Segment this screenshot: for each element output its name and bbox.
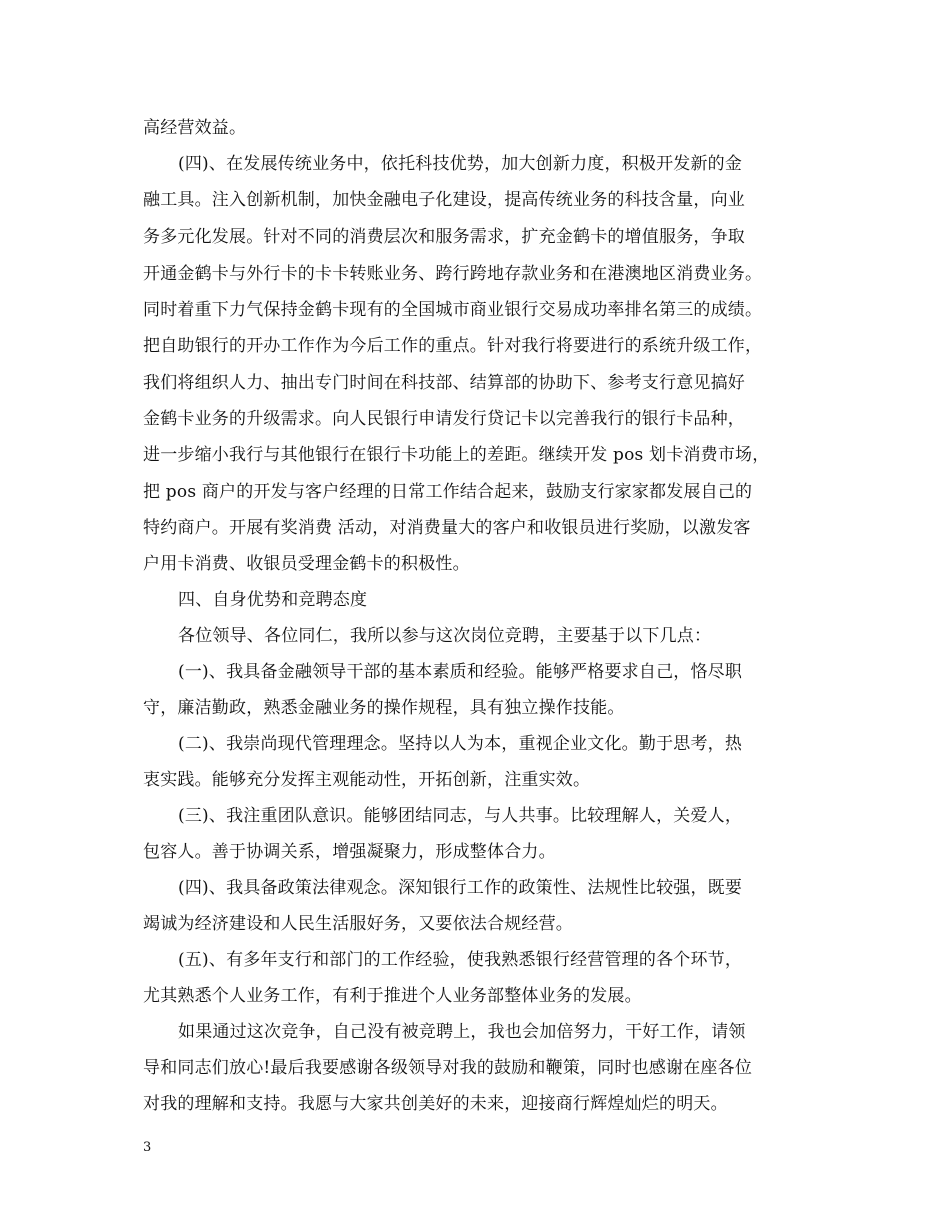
body-line: 我们将组织人力、抽出专门时间在科技部、结算部的协助下、参考支行意见搞好 (143, 373, 745, 393)
body-line: (二)、我崇尚现代管理理念。坚持以人为本，重视企业文化。勤于思考，热 (178, 734, 743, 754)
body-line: 守，廉洁勤政，熟悉金融业务的操作规程，具有独立操作技能。 (143, 698, 625, 718)
section-heading: 四、自身优势和竞聘态度 (178, 590, 368, 610)
body-line: (四)、在发展传统业务中，依托科技优势，加大创新力度，积极开发新的金 (178, 154, 743, 174)
body-line: 各位领导、各位同仁，我所以参与这次岗位竞聘，主要基于以下几点： (178, 626, 712, 646)
body-line: 尤其熟悉个人业务工作，有利于推进个人业务部整体业务的发展。 (143, 986, 642, 1006)
body-line: (五)、有多年支行和部门的工作经验，使我熟悉银行经营管理的各个环节， (178, 950, 743, 970)
body-line: 金鹤卡业务的升级需求。向人民银行申请发行贷记卡以完善我行的银行卡品种， (143, 409, 745, 429)
body-line: 竭诚为经济建设和人民生活服好务，又要依法合规经营。 (143, 914, 573, 934)
page-number: 3 (143, 1140, 152, 1155)
body-line: 户用卡消费、收银员受理金鹤卡的积极性。 (143, 554, 470, 574)
body-line: 融工具。注入创新机制，加快金融电子化建设，提高传统业务的科技含量，向业 (143, 190, 745, 210)
body-line: 如果通过这次竞争，自己没有被竞聘上，我也会加倍努力，干好工作，请领 (178, 1022, 746, 1042)
body-line: 把 pos 商户的开发与客户经理的日常工作结合起来，鼓励支行家家都发展自己的 (143, 482, 753, 502)
body-line: (四)、我具备政策法律观念。深知银行工作的政策性、法规性比较强，既要 (178, 878, 743, 898)
body-line: 同时着重下力气保持金鹤卡现有的全国城市商业银行交易成功率排名第三的成绩。 (143, 300, 763, 320)
body-line: 对我的理解和支持。我愿与大家共创美好的未来，迎接商行辉煌灿烂的明天。 (143, 1094, 728, 1114)
body-line: 把自助银行的开办工作作为今后工作的重点。针对我行将要进行的系统升级工作， (143, 336, 763, 356)
body-line: 进一步缩小我行与其他银行在银行卡功能上的差距。继续开发 pos 划卡消费市场， (143, 445, 770, 465)
body-line: 高经营效益。 (143, 118, 247, 138)
body-line: 开通金鹤卡与外行卡的卡卡转账业务、跨行跨地存款业务和在港澳地区消费业务。 (143, 264, 763, 284)
body-line: 衷实践。能够充分发挥主观能动性，开拓创新，注重实效。 (143, 770, 591, 790)
body-line: 务多元化发展。针对不同的消费层次和服务需求，扩充金鹤卡的增值服务，争取 (143, 227, 745, 247)
body-line: 包容人。善于协调关系，增强凝聚力，形成整体合力。 (143, 842, 556, 862)
body-line: (一)、我具备金融领导干部的基本素质和经验。能够严格要求自己，恪尽职 (178, 662, 743, 682)
body-line: 导和同志们放心!最后我要感谢各级领导对我的鼓励和鞭策，同时也感谢在座各位 (143, 1058, 753, 1078)
body-line: 特约商户。开展有奖消费 活动，对消费量大的客户和收银员进行奖励，以激发客 (143, 518, 751, 538)
body-line: (三)、我注重团队意识。能够团结同志，与人共事。比较理解人，关爱人， (178, 806, 743, 826)
